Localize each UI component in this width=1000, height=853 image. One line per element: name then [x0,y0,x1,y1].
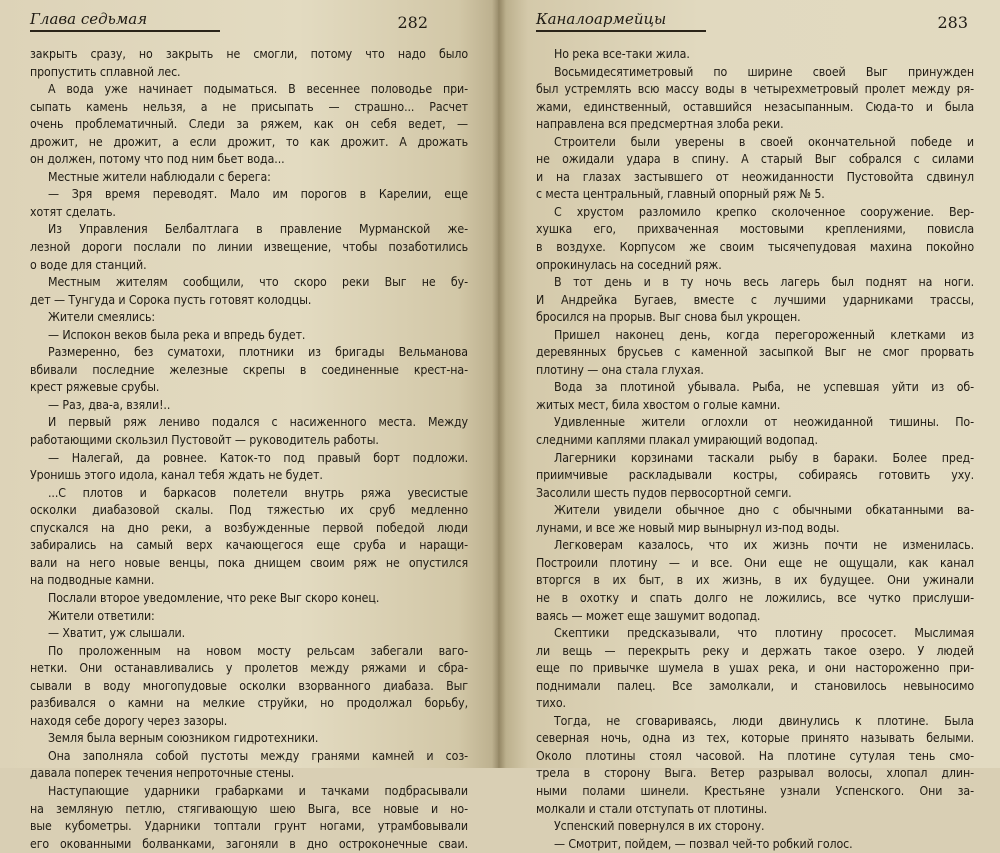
right-page-number: 283 [937,13,968,32]
text-line: молкали и стали отступать от плотины. [536,801,768,816]
text-line: закрыть сразу, но закрыть не смогли, потому что надо было [30,47,468,61]
text-line: осколки диабазовой скалы. Под тяжестью их сруб медленно [30,503,468,518]
text-line: Тогда, не сговариваясь, люди двинулись к плотине. Была [554,713,974,728]
text-line: не в охотку и спать долго не ложились, все чутко прислуши- [536,590,974,605]
left-running-head [30,6,468,32]
text-line: Жители ответили: [48,608,155,623]
text-line: на подводные камни. [30,573,155,588]
left-chapter-title: Глава седьмая [30,10,220,32]
text-line: следними каплями плакал умирающий водопад. [536,433,818,448]
text-line: давала поперек течения непроточные стены. [30,766,295,781]
text-line: ваясь — может еще зашумит водопад. [536,608,761,623]
text-line: Скептики предсказывали, что плотину прососет. Мыслимая [554,626,974,641]
text-line: Из Управления Белбалтлага в правление Мурманской же- [48,222,468,237]
left-page-number: 282 [397,13,428,32]
text-line: Строители были уверены в своей окончательной победе и [554,134,974,149]
right-running-head [536,6,974,32]
text-line: его окованными болванками, загоняли в дно остроконечные сваи. [30,836,468,851]
text-line: И Андрейка Бугаев, вместе с лучшими ударниками трассы, [536,292,974,307]
text-line: был устремлять всю массу воды в четырехметровый пролет между ря- [536,82,974,97]
text-line: — Налегай, да ровнее. Каток-то под правый борт подложи. [48,450,468,465]
text-line: ными полами шинели. Крестьяне узнали Успенского. Они за- [536,783,974,798]
text-line: Но река все-таки жила. [554,47,690,61]
text-line: еще по привычке шумела в ушах река, и они настороженно при- [536,661,974,676]
text-line: — Зря время переводят. Мало им порогов в Карелии, еще [48,187,468,202]
text-line: лезной дороги послали по линии извещение, чтобы позаботились [30,240,468,255]
text-line: поднимали палец. Все замолкали, и становилось невыносимо [536,678,974,693]
right-page-text [536,46,974,853]
text-line: Местным жителям сообщили, что скоро реки Выг не бу- [48,275,468,290]
text-line: очень проблематичный. Следи за ряжем, как он себя ведет, — [30,117,468,132]
text-line: деревянных брусьев с каменной засыпкой Выг не смог прорвать [536,345,974,360]
text-line: дет — Тунгуда и Сорока пусть готовят колодцы. [30,292,312,307]
text-line: тихо. [536,696,566,711]
text-line: Построили плотину — и все. Они еще не ощущали, как канал [536,555,974,570]
text-line: нетки. Они останавливались у пролетов между ряжами и сбра- [30,661,468,676]
text-line: бросился на прорыв. Выг снова был укрощен. [536,310,801,325]
text-line: Восьмидесятиметровый по ширине своей Выг принужден [554,64,974,79]
text-line: По проложенным на новом мосту рельсам забегали ваго- [48,643,468,658]
text-line: хотят сделать. [30,204,116,219]
text-line: ...С плотов и баркасов полетели внутрь ряжа увесистые [48,485,468,500]
text-line: направлена вся предсмертная злоба реки. [536,117,784,132]
text-line: забирались на самый верх качающегося еще сруба и наращи- [30,538,468,553]
text-line: Засолили шесть пудов первосортной семги. [536,485,792,500]
text-line: Успенский повернулся в их сторону. [554,819,765,834]
text-line: на земляную петлю, стягивающую шею Выга, все новые и но- [30,801,468,816]
text-line: Земля была верным союзником гидротехники. [48,731,319,746]
text-line: Наступающие ударники грабарками и тачками подбрасывали [48,783,468,798]
text-line: он должен, потому что под ним бьет вода... [30,152,285,167]
text-line: — Раз, два-а, взяли!.. [48,397,171,412]
left-page [0,0,498,851]
text-line: Размеренно, без суматохи, плотники из бригады Вельманова [48,345,468,360]
text-line: северная ночь, одна из тех, которые принято называть белыми. [536,731,974,746]
text-line: Она заполняла собой пустоты между гранями камней и соз- [48,748,468,763]
text-line: вали на него новые венцы, пока днищем своим ряж не опустился [30,555,468,570]
text-line: пропустить сплавной лес. [30,64,181,79]
text-line: Жители смеялись: [48,310,156,325]
right-page [498,0,1000,851]
text-line: вторгся в их быт, в их жизнь, в их будущее. Они ужинали [536,573,974,588]
text-line: Удивленные жители оглохли от неожиданной тишины. По- [554,415,974,430]
text-line: Лагерники корзинами таскали рыбу в бараки. Более пред- [554,450,974,465]
text-line: С хрустом разломило крепко сколоченное сооружение. Вер- [554,204,974,219]
text-line: не ожидали удара в спину. А старый Выг собрался с силами [536,152,974,167]
text-line: В тот день и в ту ночь весь лагерь был поднят на ноги. [554,275,974,290]
text-line: жами, единственный, оставшийся незасыпанным. Сюда-то и была [536,99,974,114]
text-line: с места центральный, главный опорный ряж № 5. [536,187,825,202]
text-line: крест ряжевые срубы. [30,380,160,395]
text-line: плотину — она стала глухая. [536,362,704,377]
text-line: Пришел наконец день, когда перегороженный клетками из [554,327,974,342]
text-line: находя себе дорогу через зазоры. [30,713,228,728]
text-line: дрожит, не дрожит, а если дрожит, то как дрожит. А дрожать [30,134,468,149]
text-line: спускался на дно реки, а возбужденные первой победой люди [30,520,468,535]
text-line: А вода уже начинает подыматься. В весеннее половодье при- [48,82,468,97]
text-line: — Испокон веков была река и впредь будет. [48,327,306,342]
text-line: вые кубометры. Ударники топтали грунт ногами, утрамбовывали [30,819,468,834]
text-line: вбивали последние железные скрепы в соединенные крест-на- [30,362,468,377]
text-line: Около плотины стоял часовой. На плотине сутулая тень смо- [536,748,974,763]
text-line: И первый ряж лениво подался с насиженного места. Между [48,415,468,430]
text-line: Уронишь этого идола, канал тебя ждать не будет. [30,468,323,483]
text-line: работающими скользил Пустовойт — руководитель работы. [30,433,379,448]
text-line: лунами, и все же новый мир вынырнул из-под воды. [536,520,840,535]
text-line: сывали в воду многопудовые осколки взорванного диабаза. Выг [30,678,468,693]
text-line: Вода за плотиной убывала. Рыба, не успевшая уйти из об- [554,380,974,395]
text-line: разбивался о камни на мелкие струйки, но продолжал борьбу, [30,696,468,711]
text-line: приимчивые раскладывали костры, собираясь готовить уху. [536,468,974,483]
left-page-text [30,46,468,853]
text-line: в воздухе. Корпусом же своим тысячепудовая махина покойно [536,240,974,255]
text-line: Послали второе уведомление, что реке Выг скоро конец. [48,590,380,605]
text-line: — Смотрит, пойдем, — позвал чей-то робкий голос. [554,836,853,851]
text-line: о воде для станций. [30,257,147,272]
text-line: трела в сторону Выга. Ветер разрывал волосы, хлопал длин- [536,766,974,781]
text-line: Жители увидели обычное дно с обычными обкатанными ва- [554,503,974,518]
text-line: житых мест, била хвостом о голые камни. [536,397,781,412]
text-line: хушка его, прихваченная мостовыми креплениями, повисла [536,222,974,237]
text-line: и на глазах застывшего от неожиданности Пустовойта сдвинул [536,169,974,184]
text-line: сыпать камень нельзя, а не присыпать — страшно... Расчет [30,99,468,114]
right-chapter-title: Каналоармейцы [536,10,706,32]
text-line: — Хватит, уж слышали. [48,626,186,641]
text-line: Местные жители наблюдали с берега: [48,169,271,184]
text-line: опрокинулась на соседний ряж. [536,257,722,272]
text-line: ли вещь — перекрыть реку и держать такое озеро. У людей [536,643,974,658]
text-line: Легковерам казалось, что их жизнь почти не изменилась. [554,538,974,553]
